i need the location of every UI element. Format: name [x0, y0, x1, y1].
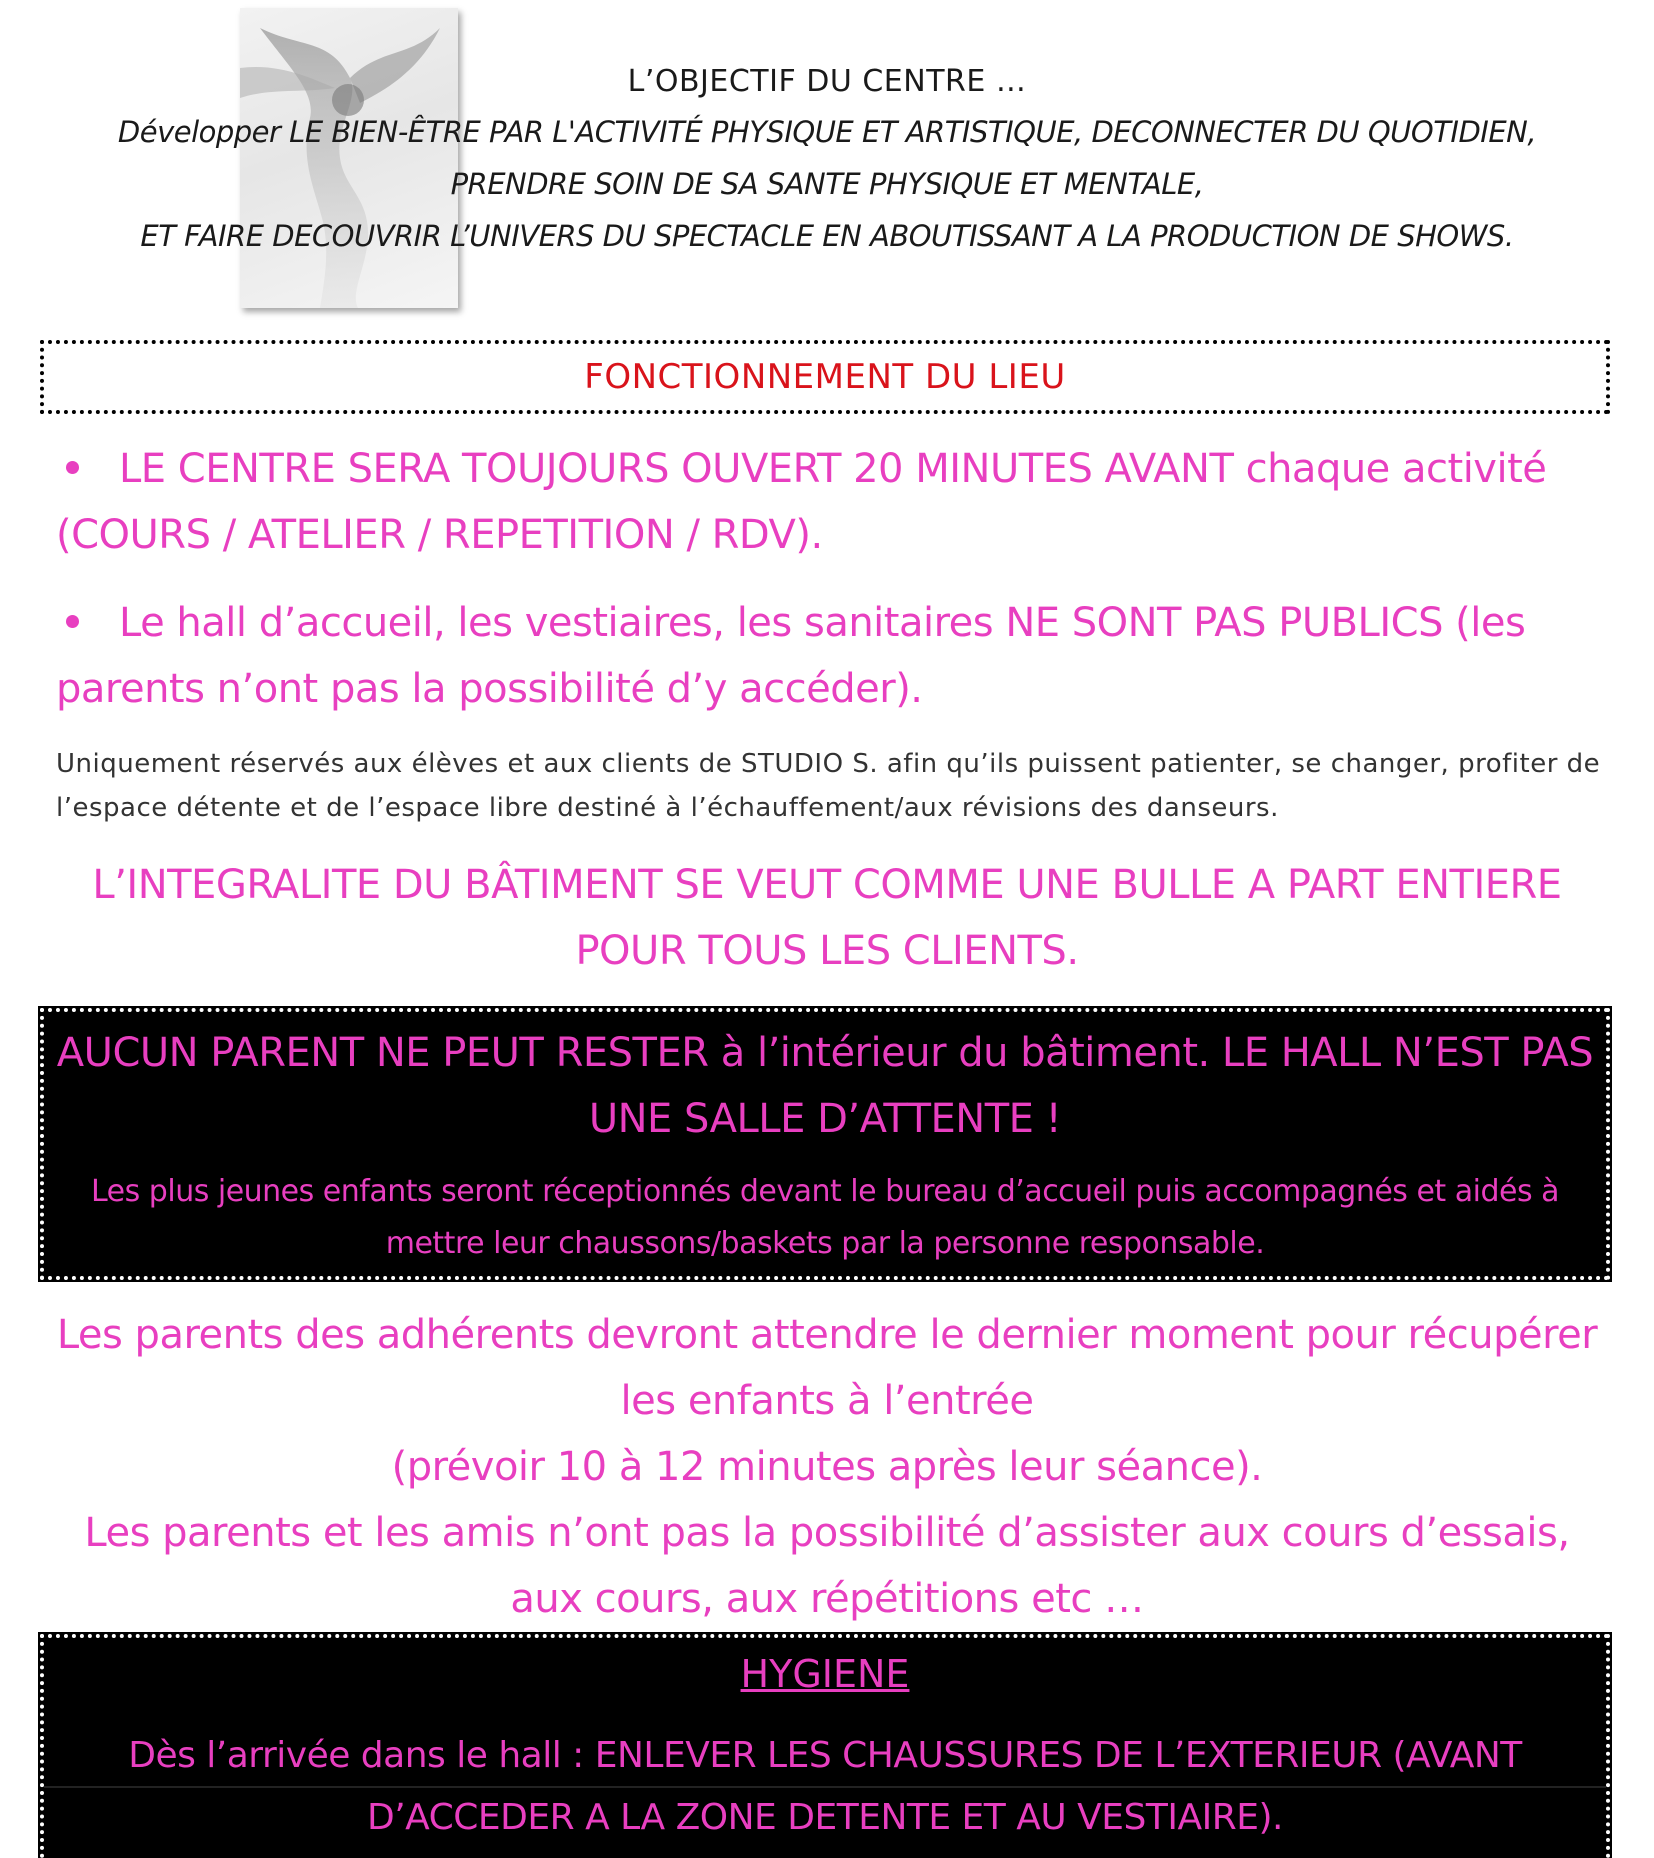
bullet-not-public — [56, 590, 1616, 722]
no-parent-box — [40, 1008, 1610, 1280]
parents-line-2: (prévoir 10 à 12 minutes après leur séance). — [391, 1444, 1263, 1490]
parents-line-3: Les parents et les amis n’ont pas la possibilité d’assister aux cours d’essais, aux cours, aux répétitions etc … — [84, 1510, 1570, 1622]
fonctionnement-title: FONCTIONNEMENT DU LIEU — [584, 357, 1066, 397]
objective-line-1: Développer LE BIEN-ÊTRE PAR L'ACTIVITÉ PHYSIQUE ET ARTISTIQUE, DECONNECTER DU QUOTIDIEN, — [117, 115, 1537, 149]
hygiene-line-1: Dès l’arrivée dans le hall : ENLEVER LES CHAUSSURES DE L’EXTERIEUR (AVANT — [128, 1735, 1522, 1776]
no-parent-detail: Les plus jeunes enfants seront réceptionnés devant le bureau d’accueil puis accompagnés et aidés à mettre leur chaussons/baskets par la personne responsable. — [91, 1174, 1559, 1261]
bullet-opening-hours — [56, 436, 1616, 568]
objective-line-3: ET FAIRE DECOUVRIR L’UNIVERS DU SPECTACLE EN ABOUTISSANT A LA PRODUCTION DE SHOWS. — [140, 219, 1514, 253]
bullet-text: Le hall d’accueil, les vestiaires, les sanitaires NE SONT PAS PUBLICS (les parents n’ont pas la possibilité d’y accéder). — [56, 600, 1526, 712]
bullet-text: LE CENTRE SERA TOUJOURS OUVERT 20 MINUTES AVANT chaque activité (COURS / ATELIER / REPETITION / RDV). — [56, 446, 1547, 558]
objective-title: L’OBJECTIF DU CENTRE … — [627, 64, 1027, 99]
hygiene-title: HYGIENE — [740, 1652, 910, 1696]
fonctionnement-header — [40, 340, 1610, 414]
reserved-note: Uniquement réservés aux élèves et aux clients de STUDIO S. afin qu’ils puissent patienter, se changer, profiter de l’espace détente et de l’espace libre destiné à l’échauffement/aux révisions des danseurs. — [56, 749, 1601, 823]
parents-line-1: Les parents des adhérents devront attendre le dernier moment pour récupérer les enfants à l’entrée — [56, 1312, 1598, 1424]
objective-line-2: PRENDRE SOIN DE SA SANTE PHYSIQUE ET MENTALE, — [450, 167, 1204, 201]
bullet-icon — [66, 461, 79, 474]
objective-section — [40, 58, 1614, 262]
hygiene-line-2: D’ACCEDER A LA ZONE DETENTE ET AU VESTIAIRE). — [367, 1797, 1283, 1838]
integralite-statement: L’INTEGRALITE DU BÂTIMENT SE VEUT COMME UNE BULLE A PART ENTIERE POUR TOUS LES CLIENTS. — [92, 862, 1562, 974]
hygiene-box — [40, 1634, 1610, 1858]
parents-section — [56, 1302, 1598, 1632]
no-parent-headline: AUCUN PARENT NE PEUT RESTER à l’intérieur du bâtiment. LE HALL N’EST PAS UNE SALLE D’ATTENTE ! — [56, 1030, 1594, 1142]
bullet-icon — [66, 615, 79, 628]
